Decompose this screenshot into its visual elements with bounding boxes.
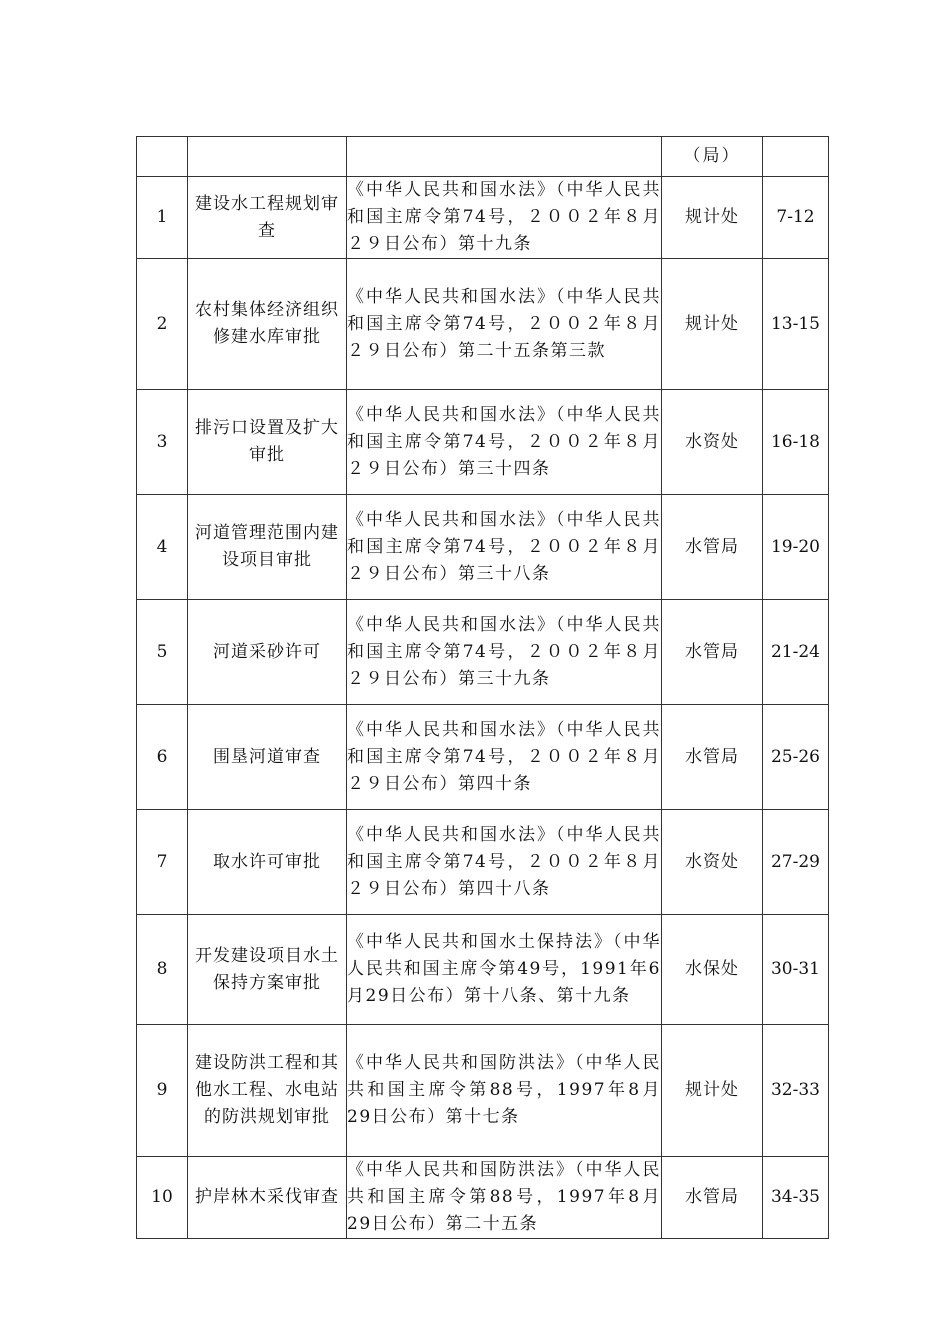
item-number: 6 (137, 705, 188, 810)
item-name: 围垦河道审查 (188, 705, 347, 810)
legal-basis: 《中华人民共和国水法》（中华人民共和国主席令第74号，２００２年８月２９日公布）第二十五条第三款 (347, 259, 662, 390)
page-range: 32-33 (763, 1025, 829, 1157)
item-name: 河道管理范围内建设项目审批 (188, 495, 347, 600)
table-row (137, 177, 829, 259)
table-row (137, 600, 829, 705)
item-number: 3 (137, 390, 188, 495)
item-number: 8 (137, 915, 188, 1025)
legal-basis: 《中华人民共和国水法》（中华人民共和国主席令第74号，２００２年８月２９日公布）第四十八条 (347, 810, 662, 915)
item-number: 4 (137, 495, 188, 600)
table-row (137, 810, 829, 915)
handling-department: 规计处 (662, 177, 763, 259)
handling-department: 规计处 (662, 259, 763, 390)
item-name: 排污口设置及扩大审批 (188, 390, 347, 495)
item-name: 河道采砂许可 (188, 600, 347, 705)
item-number: 7 (137, 810, 188, 915)
item-name: 建设水工程规划审查 (188, 177, 347, 259)
item-number: 10 (137, 1157, 188, 1239)
legal-basis: 《中华人民共和国防洪法》（中华人民共和国主席令第88号，1997年8月29日公布）第二十五条 (347, 1157, 662, 1239)
legal-basis: 《中华人民共和国水法》（中华人民共和国主席令第74号，２００２年８月２９日公布）第三十四条 (347, 390, 662, 495)
item-number: 5 (137, 600, 188, 705)
item-number: 9 (137, 1025, 188, 1157)
handling-department: 水管局 (662, 600, 763, 705)
item-name: 农村集体经济组织修建水库审批 (188, 259, 347, 390)
legal-basis: 《中华人民共和国水法》（中华人民共和国主席令第74号，２００２年８月２９日公布）第三十八条 (347, 495, 662, 600)
item-name: 建设防洪工程和其他水工程、水电站的防洪规划审批 (188, 1025, 347, 1157)
table-row (137, 259, 829, 390)
dept-header-continuation: （局） (662, 137, 763, 177)
handling-department: 水管局 (662, 1157, 763, 1239)
page-range: 7-12 (763, 177, 829, 259)
item-cell (188, 137, 347, 177)
page-range: 25-26 (763, 705, 829, 810)
page-range: 34-35 (763, 1157, 829, 1239)
legal-basis: 《中华人民共和国水法》（中华人民共和国主席令第74号，２００２年８月２９日公布）第三十九条 (347, 600, 662, 705)
table-row (137, 1025, 829, 1157)
page-range: 27-29 (763, 810, 829, 915)
item-number: 1 (137, 177, 188, 259)
item-number: 2 (137, 259, 188, 390)
handling-department: 水管局 (662, 495, 763, 600)
table-row-header-continuation (137, 137, 829, 177)
table-row (137, 915, 829, 1025)
table-row (137, 1157, 829, 1239)
handling-department: 水资处 (662, 390, 763, 495)
item-name: 护岸林木采伐审查 (188, 1157, 347, 1239)
basis-cell (347, 137, 662, 177)
legal-basis: 《中华人民共和国水土保持法》（中华人民共和国主席令第49号，1991年6月29日公布）第十八条、第十九条 (347, 915, 662, 1025)
page-range: 13-15 (763, 259, 829, 390)
page-range: 19-20 (763, 495, 829, 600)
item-name: 开发建设项目水土保持方案审批 (188, 915, 347, 1025)
legal-basis: 《中华人民共和国水法》（中华人民共和国主席令第74号，２００２年８月２９日公布）第四十条 (347, 705, 662, 810)
handling-department: 水管局 (662, 705, 763, 810)
page-range: 30-31 (763, 915, 829, 1025)
item-name: 取水许可审批 (188, 810, 347, 915)
page-range: 21-24 (763, 600, 829, 705)
legal-basis: 《中华人民共和国防洪法》（中华人民共和国主席令第88号，1997年8月29日公布）第十七条 (347, 1025, 662, 1157)
page-range: 16-18 (763, 390, 829, 495)
handling-department: 规计处 (662, 1025, 763, 1157)
table-row (137, 495, 829, 600)
pages-cell (763, 137, 829, 177)
approval-items-table (136, 136, 829, 1239)
legal-basis: 《中华人民共和国水法》（中华人民共和国主席令第74号，２００２年８月２９日公布）第十九条 (347, 177, 662, 259)
handling-department: 水保处 (662, 915, 763, 1025)
handling-department: 水资处 (662, 810, 763, 915)
table-row (137, 390, 829, 495)
no-cell (137, 137, 188, 177)
table-row (137, 705, 829, 810)
